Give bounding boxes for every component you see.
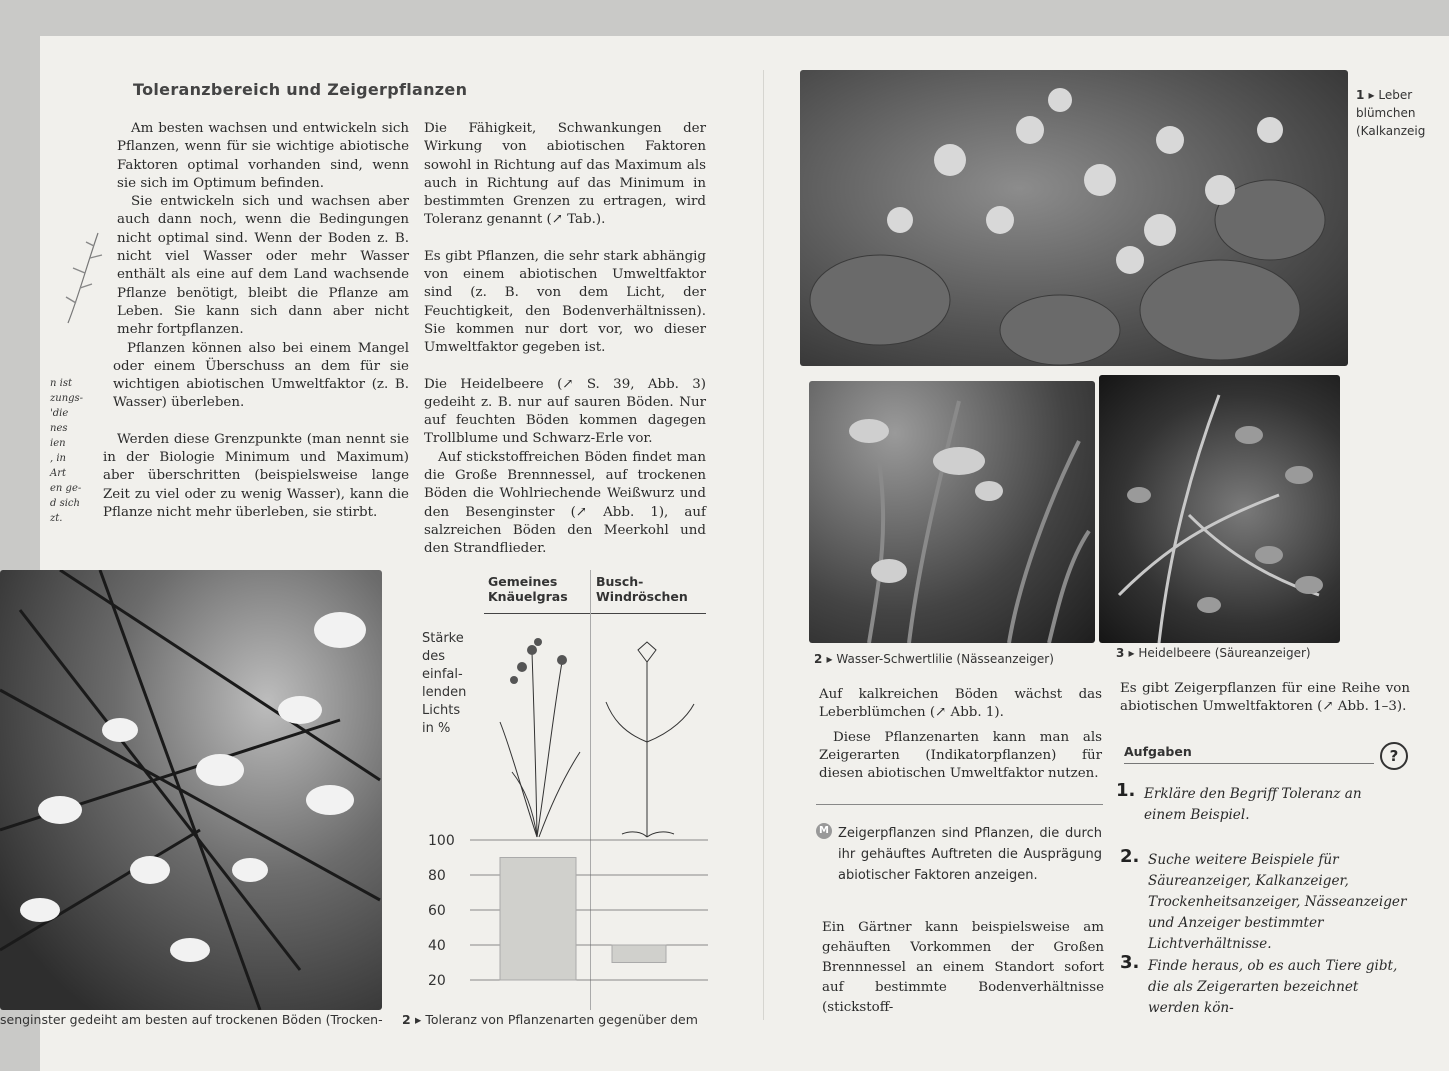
- paragraph: Am besten wachsen und entwickeln sich Pflanzen, wenn für sie wichtige abiotische Faktoren optimal vorhanden sind, wenn sie sich im Optimum befinden.: [117, 121, 409, 191]
- paragraph: Werden diese Grenzpunkte (man nennt sie in der Biologie Minimum und Maximum) aber überschritten (beispielsweise lange Zeit zu viel oder zu wenig Wasser), kann die Pflanze nicht mehr überleben, sie stirbt.: [103, 431, 409, 520]
- fig3-text: Heidelbeere (Säureanzeiger): [1138, 646, 1311, 660]
- anemone-drawing: [602, 622, 702, 842]
- y-tick-label: 80: [428, 868, 446, 884]
- table-header-windroeschen: Busch-Windröschen: [596, 574, 688, 604]
- memo-text: Zeigerpflanzen sind Pflanzen, die durch ihr gehäuftes Auftreten die Ausprägung abiotischer Faktoren anzeigen.: [838, 826, 1102, 883]
- y-tick-label: 100: [428, 833, 455, 849]
- left-column: [103, 120, 409, 522]
- margin-fragment: ien: [50, 438, 66, 449]
- y-tick-label: 20: [428, 973, 446, 989]
- y-tick-label: 40: [428, 938, 446, 954]
- task-number: 1.: [1116, 780, 1136, 801]
- paragraph: Ein Gärtner kann beispielsweise am gehäuften Vorkommen der Großen Brennnessel an einem Standort sofort auf bestimmte Bodenverhältnisse (stickstoff-: [822, 920, 1104, 1015]
- fig1-line: blümchen: [1356, 106, 1416, 120]
- task-text: Suche weitere Beispiele für Säureanzeiger, Kalkanzeiger, Trockenheitsanzeiger, Nässeanzeiger und Anzeiger bestimmter Lichtverhältnisse.: [1148, 852, 1407, 952]
- ylabel-line: Lichts: [422, 703, 461, 718]
- tasks-title: Aufgaben: [1124, 744, 1374, 764]
- paragraph: Sie entwickeln sich und wachsen aber auch dann noch, wenn die Bedingungen nicht optimal sind. Wenn der Boden z. B. nicht viel Wasser oder mehr Wasser enthält als eine auf dem Land wachsende Pflanze benötigt, bleibt die Pflanze am Leben. Sie kann sich dann aber nicht mehr fortpflanzen.: [117, 194, 409, 338]
- margin-fragment: 'die: [50, 408, 69, 419]
- grass-drawing: [492, 622, 586, 842]
- margin-fragment: zungs-: [50, 393, 84, 404]
- ylabel-line: lenden: [422, 685, 467, 700]
- task-number: 2.: [1120, 846, 1140, 867]
- table-header-knaeuelgras: Gemeines Knäuelgras: [488, 574, 568, 604]
- margin-fragments: [50, 378, 92, 524]
- paragraph: Auf stickstoffreichen Böden findet man die Große Brennnessel, auf trockenen Böden die Wohlriechende Weißwurz und den Besenginster (↗ Abb. 1), auf salzreichen Böden den Meerkohl und den Strandflieder.: [424, 449, 706, 557]
- margin-fragment: n ist: [50, 378, 72, 389]
- margin-fragment: zt.: [50, 513, 63, 524]
- tolerance-table: [402, 570, 710, 1027]
- ylabel-line: Stärke: [422, 631, 464, 646]
- middle-column: [424, 120, 706, 559]
- tolerance-bar-windroeschen: [612, 945, 666, 963]
- memo-badge-icon: M: [816, 823, 832, 839]
- margin-fragment: nes: [50, 423, 68, 434]
- task-text: Finde heraus, ob es auch Tiere gibt, die als Zeigerarten bezeichnet werden kön-: [1148, 958, 1398, 1016]
- question-icon: ?: [1380, 742, 1408, 770]
- paragraph: Es gibt Zeigerpflanzen für eine Reihe von abiotischen Umweltfaktoren (↗ Abb. 1–3).: [1120, 681, 1410, 715]
- tolerance-chart: [420, 830, 710, 1010]
- task-3: [1120, 952, 1410, 1019]
- table-caption-number: 2 ▸: [402, 1012, 422, 1027]
- paragraph: Pflanzen können also bei einem Mangel oder einem Überschuss an dem für sie wichtigen abiotischen Umweltfaktor (z. B. Wasser) überleben.: [113, 340, 409, 411]
- fig2-text: Wasser-Schwertlilie (Nässeanzeiger): [836, 652, 1054, 666]
- fig2-number: 2 ▸: [814, 652, 833, 666]
- paragraph: Die Fähigkeit, Schwankungen der Wirkung von abiotischen Faktoren sowohl in Richtung auf das Maximum als auch in Richtung auf das Minimum in bestimmten Grenzen zu ertragen, wird Toleranz genannt (↗ Tab.).: [424, 121, 706, 228]
- liverwort-flowers-illustration: [800, 70, 1348, 366]
- broom-photo: [0, 570, 382, 1010]
- table-ylabel: [422, 630, 466, 738]
- task-2: [1120, 846, 1410, 955]
- right-text-column: [819, 686, 1102, 783]
- paragraph: Auf kalkreichen Böden wächst das Leberblümchen (↗ Abb. 1).: [819, 687, 1102, 721]
- task-1: [1116, 780, 1406, 826]
- iris-photo: [809, 381, 1095, 643]
- blueberry-photo: [1099, 375, 1340, 643]
- tasks-section: [1116, 744, 1407, 1016]
- far-right-column: [1120, 680, 1410, 717]
- iris-illustration: [809, 381, 1095, 643]
- page-gutter: [763, 70, 764, 1020]
- paragraph: Die Heidelbeere (↗ S. 39, Abb. 3) gedeiht z. B. nur auf sauren Böden. Nur auf feuchten Böden kommen dagegen Trollblume und Schwarz-Erle vor.: [424, 376, 706, 447]
- margin-fragment: d sich: [50, 498, 80, 509]
- table-caption-text: Toleranz von Pflanzenarten gegenüber dem: [425, 1012, 698, 1027]
- fig3-number: 3 ▸: [1116, 646, 1135, 660]
- margin-fragment: , in: [50, 453, 66, 464]
- fig1-number: 1 ▸: [1356, 88, 1375, 102]
- margin-fragment: Art: [50, 468, 67, 479]
- fig3-caption: [1116, 646, 1311, 660]
- fig1-line: (Kalkanzeig: [1356, 124, 1426, 138]
- ylabel-line: in %: [422, 721, 451, 736]
- fig1-caption: [1356, 86, 1425, 140]
- fig2-caption: [814, 652, 1054, 666]
- paragraph: Diese Pflanzenarten kann man als Zeigerarten (Indikatorpflanzen) für diesen abiotischen Umweltfaktor nutzen.: [819, 729, 1102, 782]
- blueberry-illustration: [1099, 375, 1340, 643]
- paragraph: Es gibt Pflanzen, die sehr stark abhängig von einem abiotischen Umweltfaktor sind (z. B. von dem Licht, der Feuchtigkeit, den Bodenverhältnissen). Sie kommen nur dort vor, wo dieser Umweltfaktor gegeben ist.: [424, 248, 706, 356]
- tolerance-bar-knaeuelgras: [500, 858, 576, 981]
- fig1-line: Leber: [1378, 88, 1413, 102]
- ylabel-line: einfal-: [422, 667, 463, 682]
- margin-fragment: en ge-: [50, 483, 82, 494]
- broom-caption: senginster gedeiht am besten auf trockenen Böden (Trocken-: [0, 1012, 383, 1027]
- liverwort-photo: [800, 70, 1348, 366]
- right-text-column-2: [822, 918, 1104, 1018]
- table-caption: [402, 1012, 698, 1027]
- table-header-rule: [484, 613, 706, 614]
- y-tick-label: 60: [428, 903, 446, 919]
- ylabel-line: des: [422, 649, 446, 664]
- task-number: 3.: [1120, 952, 1140, 973]
- memo-box: [816, 804, 1103, 895]
- broom-branches-illustration: [0, 570, 382, 1010]
- page-title: Toleranzbereich und Zeigerpflanzen: [133, 80, 468, 99]
- task-text: Erkläre den Begriff Toleranz an einem Beispiel.: [1144, 786, 1362, 823]
